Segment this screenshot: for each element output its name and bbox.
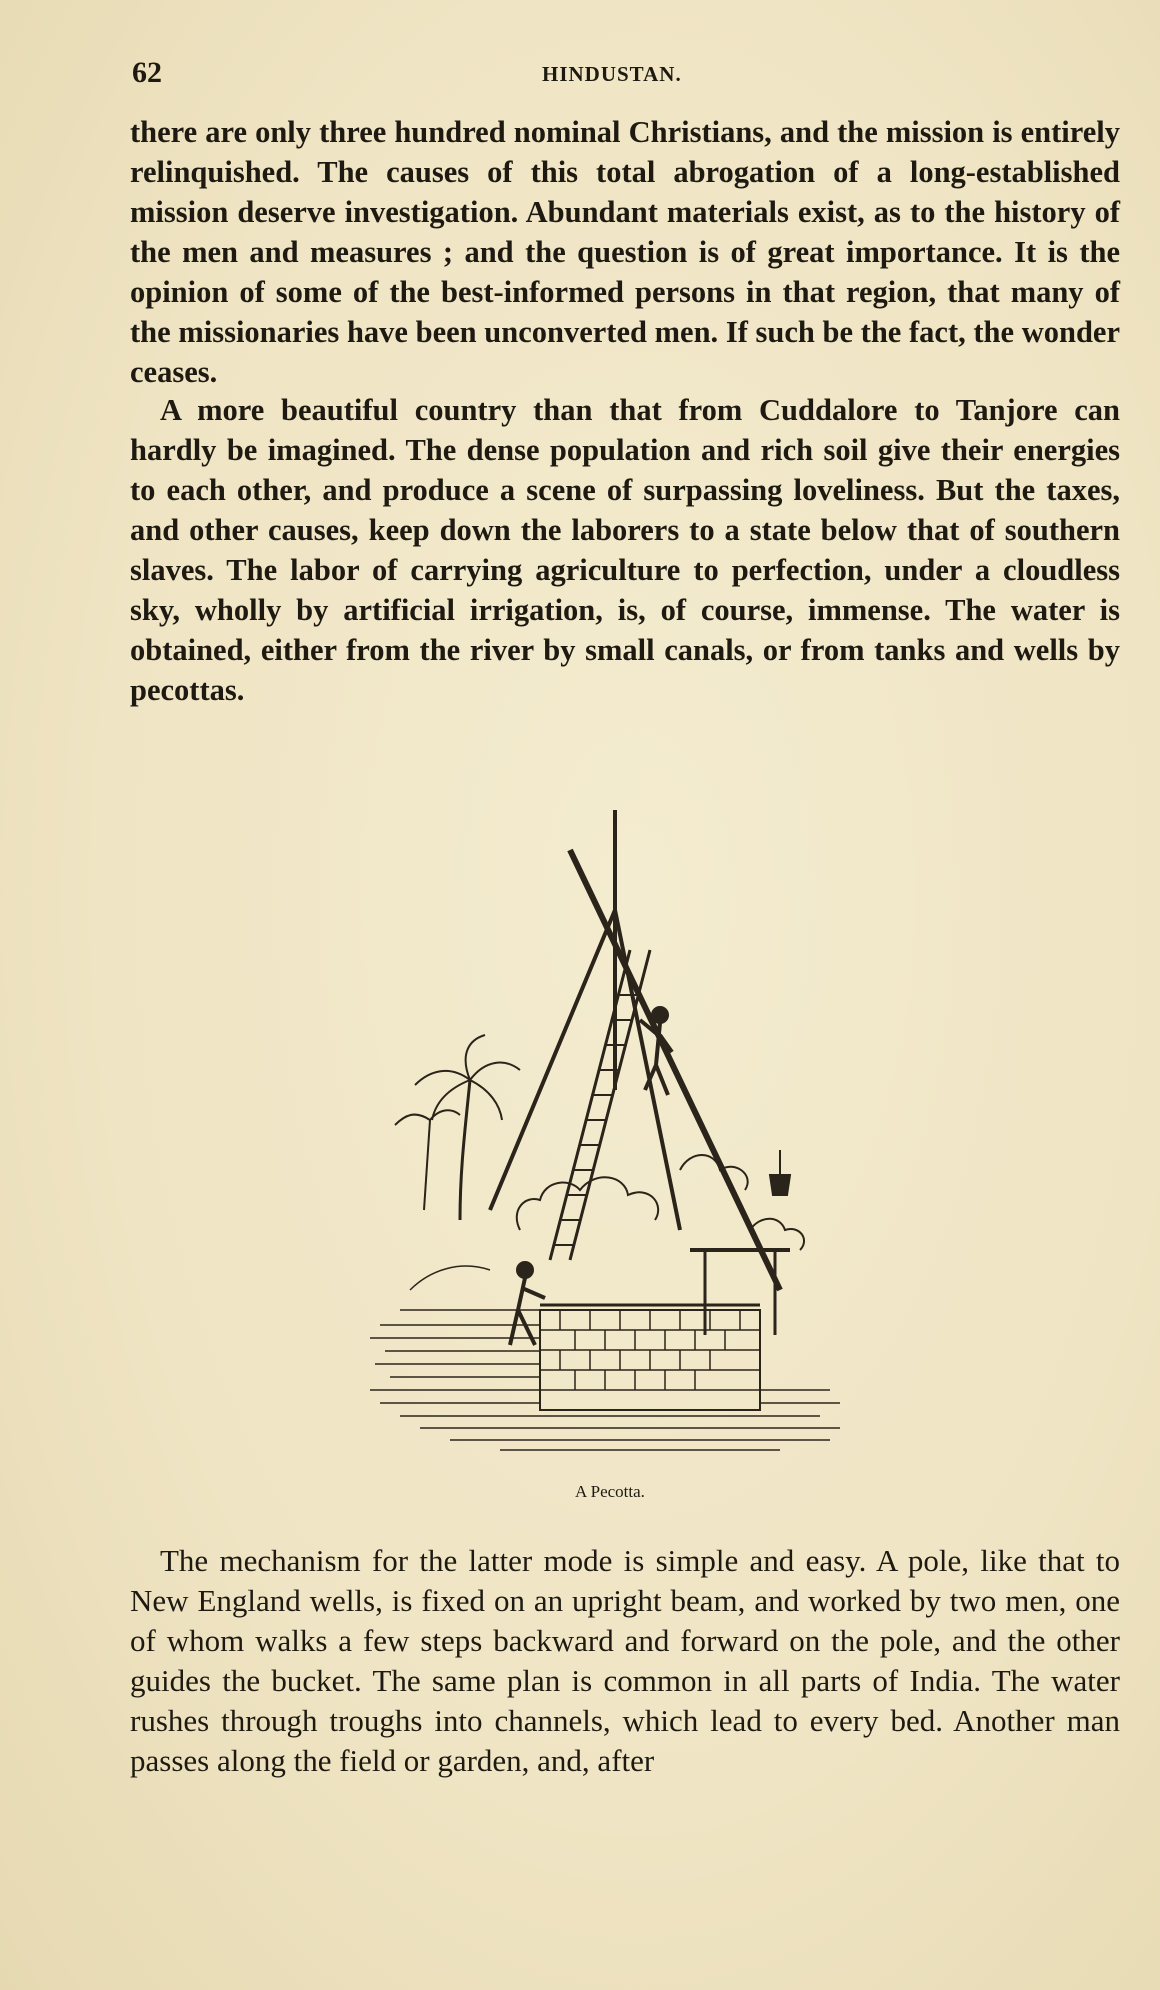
paragraph-3 (130, 1541, 1120, 1781)
paragraph-text: A more beautiful country than that from Cuddalore to Tanjore can hardly be imagined. The dense population and rich soil give their energies to each other, and produce a scene of surpassing loveliness. But the taxes, and other causes, keep down the laborers to a state below that of southern slaves. The labor of carrying agriculture to perfection, under a cloudless sky, wholly by artificial irrigation, is, of course, immense. The water is obtained, either from the river by small canals, or from tanks and wells by pecottas. (130, 393, 1120, 707)
paragraph-1 (130, 112, 1120, 392)
page-number: 62 (132, 56, 162, 89)
figure-caption: A Pecotta. (575, 1482, 645, 1501)
running-head: HINDUSTAN. (542, 62, 682, 86)
paragraph-text: there are only three hundred nominal Christians, and the mission is entirely relinquished. The causes of this total abrogation of a long-established mission deserve investigation. Abundant materials exist, as to the history of the men and measures ; and the question is of great importance. It is the opinion of some of the best-informed persons in that region, that many of the missionaries have been unconverted men. If such be the fact, the wonder ceases. (130, 115, 1120, 389)
paragraph-2 (130, 390, 1120, 710)
paragraph-text: The mechanism for the latter mode is simple and easy. A pole, like that to New England wells, is fixed on an upright beam, and worked by two men, one of whom walks a few steps backward and forward on the pole, and the other guides the bucket. The same plan is common in all parts of India. The water rushes through troughs into channels, which lead to every bed. Another man passes along the field or garden, and, after (130, 1543, 1120, 1778)
page-header (132, 56, 1122, 96)
pecotta-illustration (360, 790, 860, 1470)
